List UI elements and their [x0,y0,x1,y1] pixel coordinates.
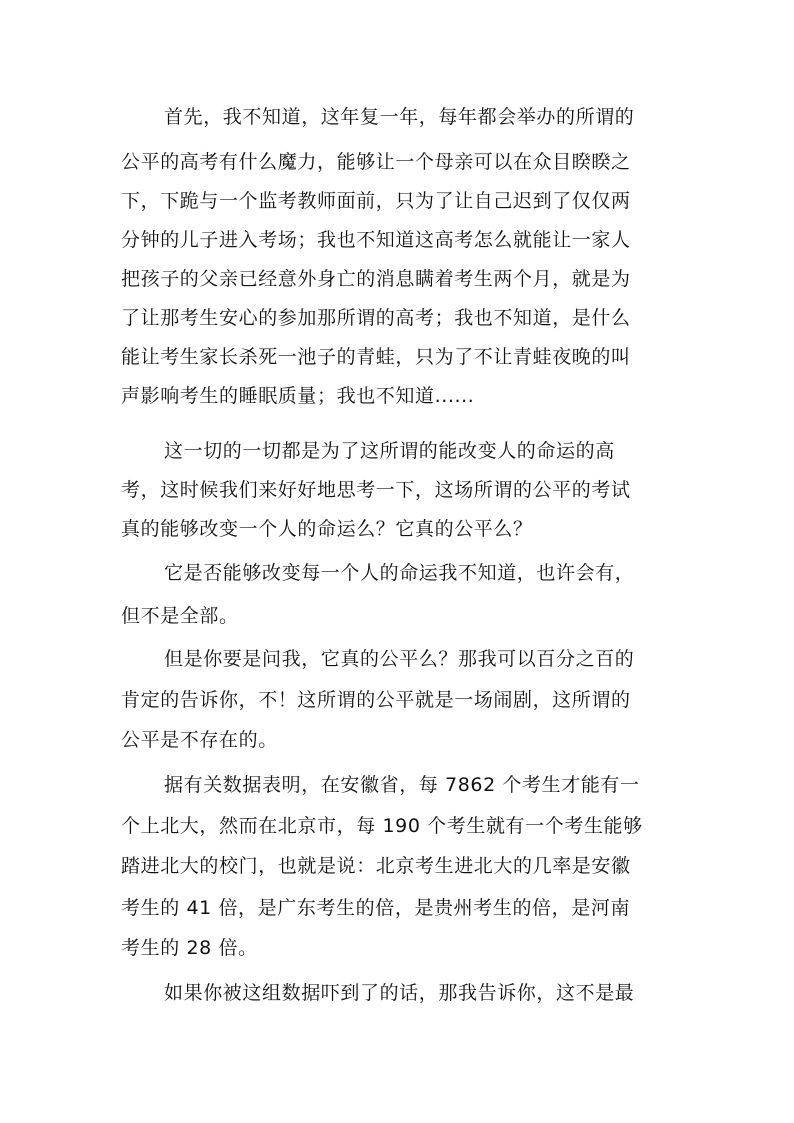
text-line: 但是你要是问我，它真的公平么？那我可以百分之百的 [164,648,635,670]
text-line: 个上北大，然而在北京市，每 190 个考生就有一个考生能够 [121,815,643,837]
text-line: 但不是全部。 [121,605,239,627]
text-line: 了让那考生安心的参加那所谓的高考；我也不知道，是什么 [121,307,631,329]
text-line: 声影响考生的睡眠质量；我也不知道...... [121,385,475,407]
text-line: 据有关数据表明，在安徽省，每 7862 个考生才能有一 [164,774,640,796]
text-line: 能让考生家长杀死一池子的青蛙，只为了不让青蛙夜晚的叫 [121,346,631,368]
text-line: 考生的 28 倍。 [121,937,258,959]
text-line: 公平是不存在的。 [121,729,278,751]
text-line: 真的能够改变一个人的命运么？它真的公平么？ [121,518,533,540]
text-line: 肯定的告诉你，不！这所谓的公平就是一场闹剧，这所谓的 [121,689,631,711]
text-line: 下，下跪与一个监考教师面前，只为了让自己迟到了仅仅两 [121,190,631,212]
text-line: 把孩子的父亲已经意外身亡的消息瞒着考生两个月，就是为 [121,268,631,290]
text-line: 首先，我不知道，这年复一年，每年都会举办的所谓的 [164,106,635,128]
text-line: 分钟的儿子进入考场；我也不知道这高考怎么就能让一家人 [121,229,631,251]
text-line: 考，这时候我们来好好地思考一下，这场所谓的公平的考试 [121,479,631,501]
text-line: 考生的 41 倍，是广东考生的倍，是贵州考生的倍，是河南 [121,897,631,919]
text-line: 踏进北大的校门，也就是说：北京考生进北大的几率是安徽 [121,855,631,877]
text-line: 公平的高考有什么魔力，能够让一个母亲可以在众目睽睽之 [121,151,631,173]
text-line: 它是否能够改变每一个人的命运我不知道，也许会有， [164,562,635,584]
text-line: 如果你被这组数据吓到了的话，那我告诉你，这不是最 [164,982,635,1004]
text-line: 这一切的一切都是为了这所谓的能改变人的命运的高 [164,440,615,462]
